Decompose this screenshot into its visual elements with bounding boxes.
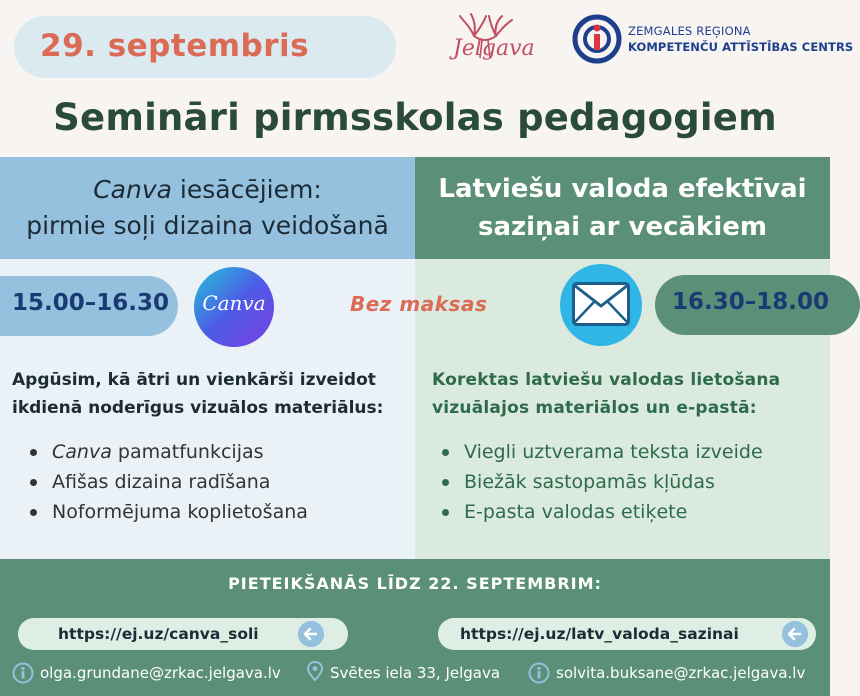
jelgava-logo-text: Jelgava	[453, 36, 535, 61]
page-title: Semināri pirmsskolas pedagogiem	[53, 96, 777, 139]
right-title-line2: saziņai ar vecākiem	[478, 212, 767, 242]
list-item-italic: Canva	[52, 441, 112, 463]
canva-icon-label: Canva	[202, 291, 266, 315]
canva-registration-link[interactable]: https://ej.uz/canva_soli	[58, 625, 259, 643]
left-title-italic: Canva	[93, 175, 172, 204]
list-item	[28, 467, 308, 497]
left-seminar-title	[0, 172, 415, 244]
list-item	[28, 437, 308, 467]
arrow-left-icon[interactable]	[782, 621, 808, 647]
info-icon	[528, 662, 550, 684]
contact-email-right[interactable]: solvita.buksane@zrkac.jelgava.lv	[556, 664, 806, 682]
language-registration-link[interactable]: https://ej.uz/latv_valoda_sazinai	[460, 625, 739, 643]
right-title-line1: Latviešu valoda efektīvai	[438, 174, 807, 204]
list-item: E-pasta valodas etiķete	[440, 497, 763, 527]
right-time: 16.30–18.00	[672, 289, 830, 315]
free-label: Bez maksas	[350, 292, 488, 316]
right-topic-list	[440, 437, 763, 527]
registration-title: PIETEIKŠANĀS LĪDZ 22. SEPTEMBRIM:	[228, 574, 602, 593]
list-item	[28, 497, 308, 527]
address: Svētes iela 33, Jelgava	[330, 664, 501, 682]
list-item-text: pamatfunkcijas	[111, 441, 264, 463]
zrkac-logo-icon	[572, 14, 622, 64]
right-intro-line2: vizuālajos materiālos un e-pastā:	[432, 398, 757, 418]
left-title-line2: pirmie soļi dizaina veidošanā	[26, 211, 389, 240]
list-item: Biežāk sastopamās kļūdas	[440, 467, 763, 497]
left-time: 15.00–16.30	[12, 290, 170, 316]
arrow-left-icon[interactable]	[298, 621, 324, 647]
info-icon	[12, 662, 34, 684]
envelope-icon	[572, 282, 630, 326]
left-intro	[12, 366, 383, 422]
list-item: Viegli uztverama teksta izveide	[440, 437, 763, 467]
list-item-text: Noformējuma koplietošana	[52, 501, 308, 523]
location-icon	[304, 660, 326, 682]
zrkac-logo-line1: ZEMGALES REĢIONA	[628, 24, 751, 38]
left-title-rest: iesācējiem:	[171, 175, 322, 204]
zrkac-logo-line2: KOMPETENČU ATTĪSTĪBAS CENTRS	[628, 40, 854, 54]
left-topic-list	[28, 437, 308, 527]
right-seminar-title	[415, 170, 830, 246]
event-date: 29. septembris	[40, 28, 310, 64]
contact-email-left[interactable]: olga.grundane@zrkac.jelgava.lv	[40, 664, 281, 682]
left-intro-line2: ikdienā noderīgus vizuālos materiālus:	[12, 398, 384, 418]
left-intro-line1: Apgūsim, kā ātri un vienkārši izveidot	[12, 370, 376, 390]
right-intro-line1: Korektas latviešu valodas lietošana	[432, 370, 781, 390]
right-intro	[432, 366, 780, 422]
list-item-text: Afišas dizaina radīšana	[52, 471, 271, 493]
